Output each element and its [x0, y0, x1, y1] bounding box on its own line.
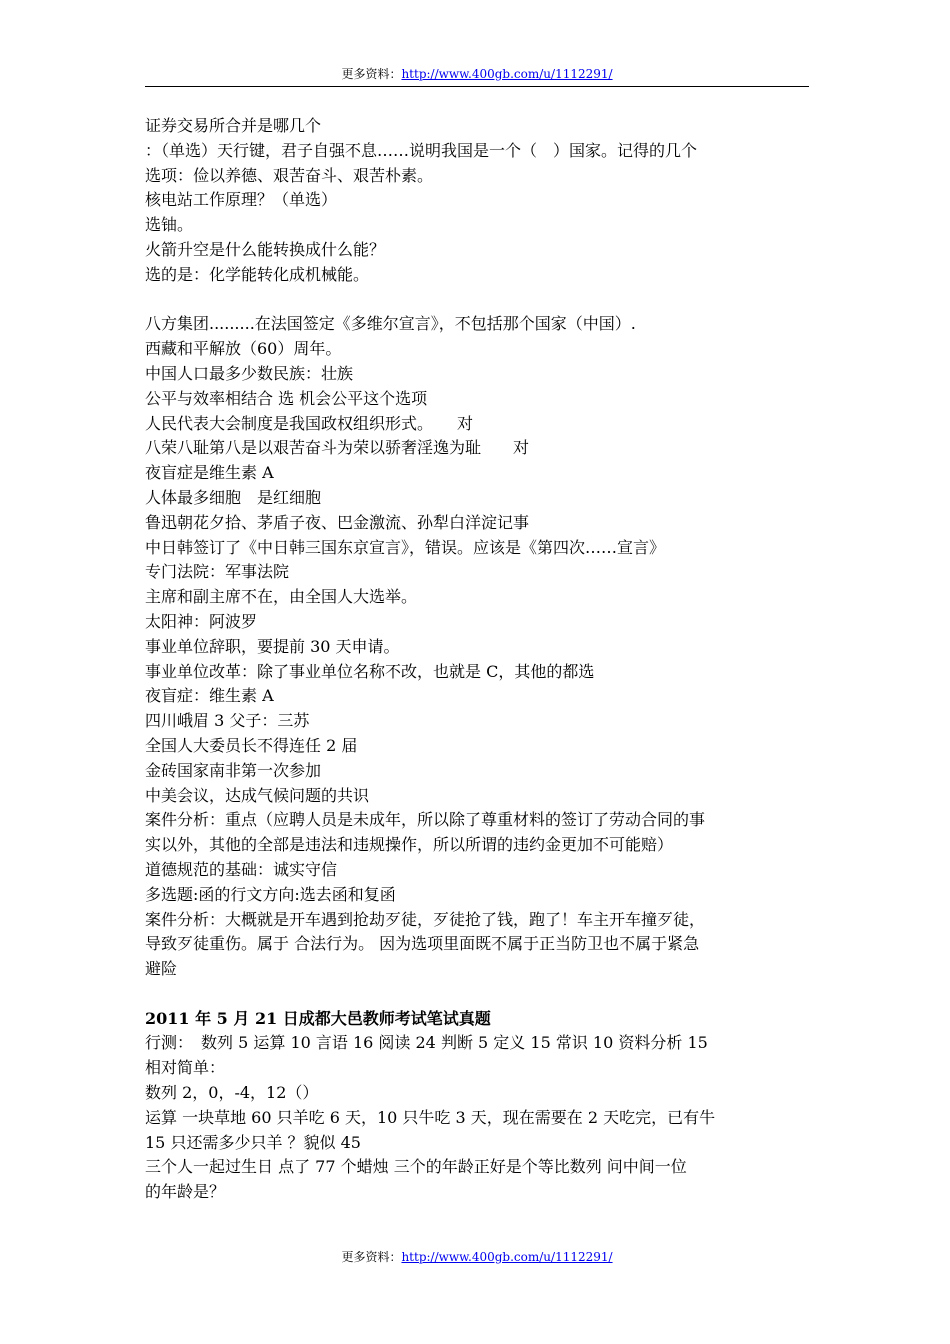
text-line: 运算 一块草地 60 只羊吃 6 天，10 只牛吃 3 天，现在需要在 2 天吃完，已有牛	[145, 1107, 716, 1127]
text-line: 中国人口最多少数民族：壮族	[145, 363, 354, 383]
text-line: 导致歹徒重伤。属于 合法行为。 因为选项里面既不属于正当防卫也不属于紧急	[145, 934, 700, 954]
text-line: 相对简单：	[145, 1058, 226, 1078]
section-heading: 2011 年 5 月 21 日成都大邑教师考试笔试真题	[145, 1008, 491, 1028]
text-line: 选项：俭以养德、艰苦奋斗、艰苦朴素。	[145, 165, 434, 185]
text-line: 鲁迅朝花夕拾、茅盾子夜、巴金激流、孙犁白洋淀记事	[145, 512, 530, 532]
text-line: 中美会议，达成气候问题的共识	[145, 785, 370, 805]
text-line: 核电站工作原理？（单选）	[145, 190, 338, 210]
document-body	[145, 114, 815, 1205]
text-line: 证券交易所合并是哪几个	[145, 116, 322, 135]
text-line: 选铀。	[145, 215, 194, 235]
text-line: 人民代表大会制度是我国政权组织形式。 对	[145, 413, 474, 433]
text-line: 太阳神：阿波罗	[145, 611, 258, 631]
text-line: 行测： 数列 5 运算 10 言语 16 阅读 24 判断 5 定义 15 常识 10 资料分析 15	[145, 1033, 708, 1053]
text-line: 15 只还需多少只羊 ？貌似 45	[145, 1132, 361, 1152]
footer-label: 更多资料：	[341, 1250, 402, 1264]
text-line: 实以外，其他的全部是违法和违规操作，所以所谓的违约金更加不可能赔）	[145, 835, 674, 855]
text-line: 选的是：化学能转化成机械能。	[145, 264, 370, 284]
text-line: 事业单位辞职，要提前 30 天申请。	[145, 636, 400, 656]
text-line: 中日韩签订了《中日韩三国东京宣言》，错误。应该是《第四次……宣言》	[145, 537, 666, 557]
text-line: 避险	[145, 959, 178, 979]
text-line: 八方集团.........在法国签定《多维尔宣言》，不包括那个国家（中国）.	[145, 314, 636, 334]
text-line: 三个人一起过生日 点了 77 个蜡烛 三个的年龄正好是个等比数列 问中间一位	[145, 1157, 687, 1177]
header-link[interactable]: http://www.400gb.com/u/1112291/	[401, 67, 613, 81]
page-footer	[145, 1249, 809, 1265]
text-line: 数列 2，0，-4，12（）	[145, 1083, 319, 1103]
text-line: 道德规范的基础：诚实守信	[145, 859, 338, 879]
text-line: 火箭升空是什么能转换成什么能？	[145, 239, 386, 259]
text-line: 事业单位改革：除了事业单位名称不改，也就是 C，其他的都选	[145, 661, 595, 681]
text-line: 专门法院：军事法院	[145, 562, 290, 582]
text-line: 公平与效率相结合 选 机会公平这个选项	[145, 388, 428, 408]
text-line: 四川峨眉 3 父子：三苏	[145, 711, 310, 731]
text-line: 的年龄是？	[145, 1182, 226, 1202]
text-line: 案件分析：重点（应聘人员是未成年，所以除了尊重材料的签订了劳动合同的事	[145, 810, 706, 830]
header-divider	[145, 86, 809, 87]
blank-line	[145, 288, 815, 313]
header-label: 更多资料：	[341, 67, 402, 81]
text-line: 金砖国家南非第一次参加	[145, 760, 322, 780]
blank-line	[145, 982, 815, 1007]
text-line: 西藏和平解放（60）周年。	[145, 339, 342, 359]
text-line: 案件分析：大概就是开车遇到抢劫歹徒，歹徒抢了钱，跑了！车主开车撞歹徒，	[145, 909, 706, 929]
text-line: 夜盲症是维生素 A	[145, 463, 274, 483]
page-header	[145, 66, 809, 82]
text-line: 全国人大委员长不得连任 2 届	[145, 735, 358, 755]
footer-link[interactable]: http://www.400gb.com/u/1112291/	[401, 1250, 613, 1264]
text-line: 多选题:函的行文方向:选去函和复函	[145, 884, 396, 904]
text-line: 夜盲症：维生素 A	[145, 686, 274, 706]
text-line: 八荣八耻第八是以艰苦奋斗为荣以骄奢淫逸为耻 对	[145, 438, 530, 458]
text-line: 人体最多细胞 是红细胞	[145, 487, 322, 507]
text-line: 主席和副主席不在，由全国人大选举。	[145, 587, 418, 607]
text-line: ：（单选）天行键，君子自强不息……说明我国是一个（ ）国家。记得的几个	[145, 140, 698, 160]
